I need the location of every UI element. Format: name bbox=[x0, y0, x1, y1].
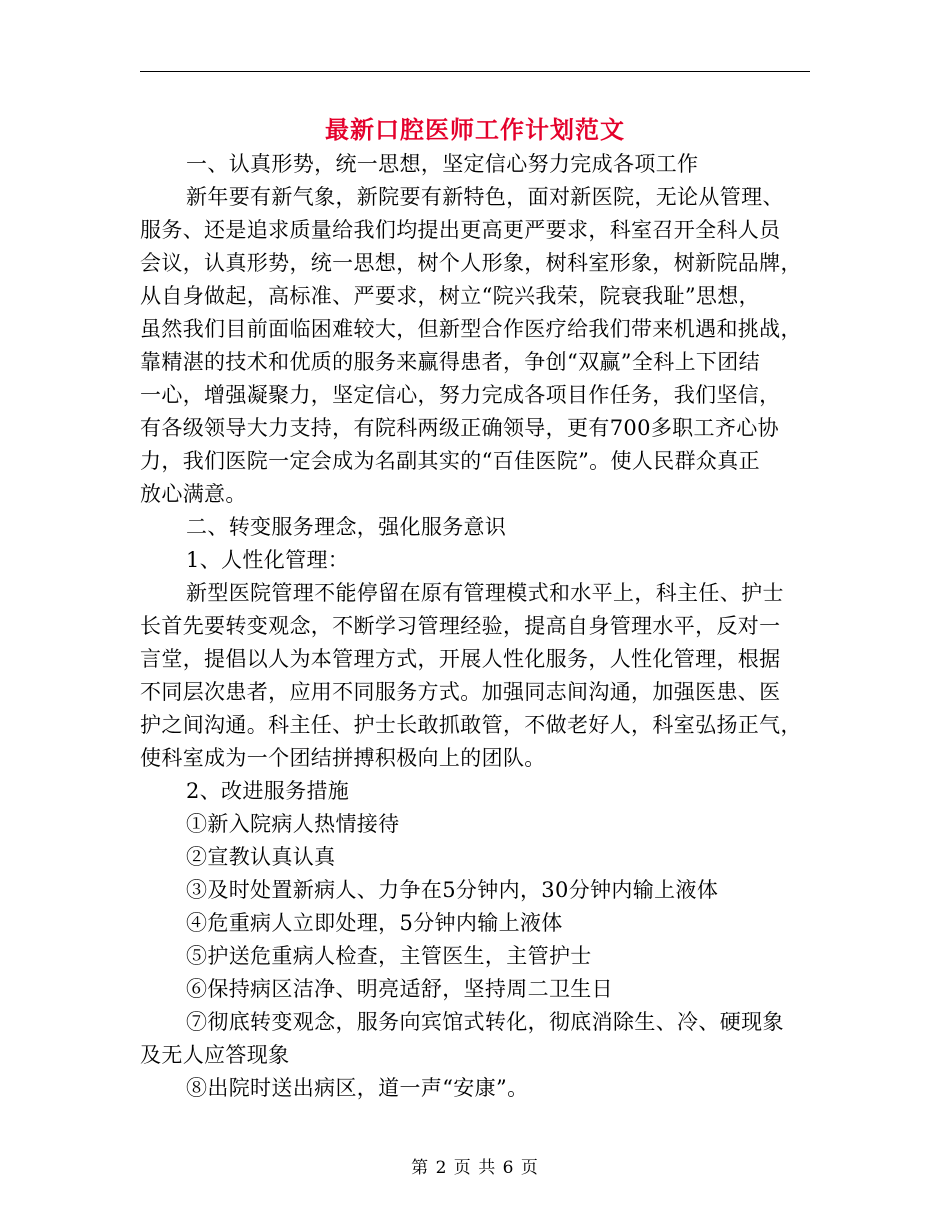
paragraph-line: 会议，认真形势，统一思想，树个人形象，树科室形象，树新院品牌， bbox=[140, 251, 802, 275]
document-body bbox=[140, 148, 810, 1105]
paragraph-line: 长首先要转变观念，不断学习管理经验，提高自身管理水平，反对一 bbox=[140, 614, 781, 638]
page-number-footer: 第 2 页 共 6 页 bbox=[411, 1158, 539, 1178]
list-item: ④危重病人立即处理，5分钟内输上液体 bbox=[186, 911, 563, 935]
document-title: 最新口腔医师工作计划范文 bbox=[325, 115, 625, 144]
list-item: ⑧出院时送出病区，道一声“安康”。 bbox=[186, 1076, 529, 1100]
paragraph-line: 言堂，提倡以人为本管理方式，开展人性化服务，人性化管理，根据 bbox=[140, 647, 781, 671]
list-item: ⑤护送危重病人检查，主管医生，主管护士 bbox=[186, 944, 592, 968]
paragraph-line: 一心，增强凝聚力，坚定信心，努力完成各项目作任务，我们坚信， bbox=[140, 383, 781, 407]
list-item: ⑦彻底转变观念，服务向宾馆式转化，彻底消除生、冷、硬现象 bbox=[186, 1010, 784, 1034]
paragraph-line: 从自身做起，高标准、严要求，树立“院兴我荣，院衰我耻”思想， bbox=[140, 284, 760, 308]
subheading: 1、人性化管理： bbox=[186, 548, 350, 572]
list-item: ②宣教认真认真 bbox=[186, 845, 336, 869]
list-item-continuation: 及无人应答现象 bbox=[140, 1043, 290, 1067]
paragraph-line: 虽然我们目前面临困难较大，但新型合作医疗给我们带来机遇和挑战， bbox=[140, 317, 802, 341]
list-item: ①新入院病人热情接待 bbox=[186, 812, 400, 836]
paragraph-line: 护之间沟通。科主任、护士长敢抓敢管，不做老好人，科室弘扬正气， bbox=[140, 713, 802, 737]
section-heading-1: 一、认真形势，统一思想，坚定信心努力完成各项工作 bbox=[186, 152, 699, 176]
list-item: ⑥保持病区洁净、明亮适舒，坚持周二卫生日 bbox=[186, 977, 613, 1001]
paragraph-line: 力，我们医院一定会成为名副其实的“百佳医院”。使人民群众真正 bbox=[140, 449, 760, 473]
paragraph-line: 有各级领导大力支持，有院科两级正确领导，更有700多职工齐心协 bbox=[140, 416, 779, 440]
paragraph-line: 不同层次患者，应用不同服务方式。加强同志间沟通，加强医患、医 bbox=[140, 680, 781, 704]
paragraph-line: 使科室成为一个团结拼搏积极向上的团队。 bbox=[140, 746, 546, 770]
paragraph-line: 新年要有新气象，新院要有新特色，面对新医院，无论从管理、 bbox=[186, 185, 784, 209]
list-item: ③及时处置新病人、力争在5分钟内，30分钟内输上液体 bbox=[186, 878, 719, 902]
header-rule bbox=[140, 71, 810, 72]
paragraph-line: 放心满意。 bbox=[140, 482, 247, 506]
subheading: 2、改进服务措施 bbox=[186, 779, 350, 803]
paragraph-line: 服务、还是追求质量给我们均提出更高更严要求，科室召开全科人员 bbox=[140, 218, 781, 242]
section-heading-2: 二、转变服务理念，强化服务意识 bbox=[186, 515, 507, 539]
paragraph-line: 靠精湛的技术和优质的服务来赢得患者，争创“双赢”全科上下团结 bbox=[140, 350, 760, 374]
paragraph-line: 新型医院管理不能停留在原有管理模式和水平上，科主任、护士 bbox=[186, 581, 784, 605]
